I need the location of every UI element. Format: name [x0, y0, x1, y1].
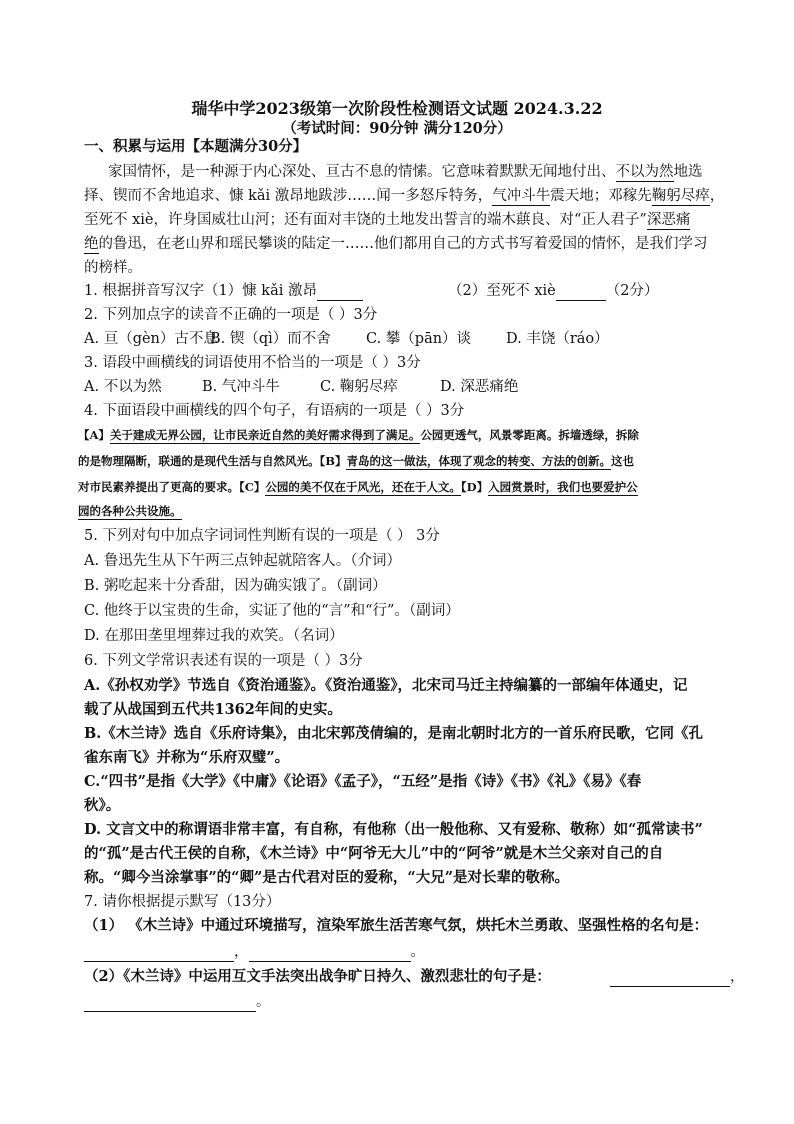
passage-line-1: 家国情怀，是一种源于内心深处、亘古不息的情愫。它意味着默默无闻地付出、不以为然地选: [108, 164, 703, 180]
option-c-cont: 秋》。: [84, 797, 121, 814]
page-title: 瑞华中学2023级第一次阶段性检测语文试题 2024.3.22: [191, 99, 603, 118]
option-a-cont: 载了从战国到五代共1362年间的史实。: [84, 701, 342, 718]
option-b[interactable]: B. 锲（qì）而不舍: [210, 331, 331, 347]
question-1-part-2: （2）至死不 xiè （2分）: [448, 283, 659, 299]
question-7-sub-2-answer: ，: [610, 967, 745, 987]
option-a[interactable]: A. 亘（gèn）古不息: [84, 331, 218, 347]
question-1: 1. 根据拼音写汉字（1）慷 kǎi 激昂: [84, 281, 363, 301]
q4-passage-line-2: 的是物理隔断，联通的是现代生活与自然风光。【B】青岛的这一做法，体现了观念的转变、方法的创新。这也: [78, 454, 634, 468]
option-d[interactable]: D. 深恶痛绝: [440, 379, 519, 395]
section-heading: 一、积累与运用【本题满分30分】: [84, 138, 308, 155]
question-7-sub-2-answer-cont: 。: [84, 992, 271, 1012]
q4-passage-line-1: 【A】关于建成无界公园，让市民亲近自然的美好需求得到了满足。公园更透气，风景零距离。拆墙透绿，拆除: [78, 428, 639, 442]
option-d[interactable]: D. 文言文中的称谓语非常丰富，有自称，有他称（出一般他称、又有爱称、敬称）如“孤常读书”: [84, 821, 703, 838]
option-d-cont: 称。“卿今当涂掌事”的“卿”是古代君对臣的爱称，“大兄”是对长辈的敬称。: [84, 869, 570, 886]
question-4: 4. 下面语段中画横线的四个句子，有语病的一项是（ ）3分: [84, 403, 465, 419]
question-2-options: [84, 329, 609, 349]
q4-passage-line-3: 对市民素养提出了更高的要求。【C】公园的美不仅在于风光，还在于人文。【D】入园赏景时，我们也要爱护公: [78, 480, 638, 494]
passage-line-4: 绝的鲁迅，在老山界和瑶民攀谈的陆定一……他们都用自己的方式书写着爱国的情怀，是我们学习: [84, 236, 708, 252]
option-c[interactable]: C.“四书”是指《大学》《中庸》《论语》《孟子》，“五经”是指《诗》《书》《礼》《易》《春: [84, 773, 642, 790]
underlined-sentence-c: 公园的美不仅在于风光，还在于人文。: [265, 480, 461, 494]
option-c[interactable]: C. 攀（pān）谈: [366, 331, 472, 347]
option-a[interactable]: A. 鲁迅先生从下午两三点钟起就陪客人。（介词）: [84, 553, 401, 569]
option-b[interactable]: B. 气冲斗牛: [202, 379, 280, 395]
underlined-term: 绝: [84, 236, 99, 252]
answer-blank[interactable]: [556, 284, 606, 301]
underlined-sentence-a: 关于建成无界公园，让市民亲近自然的美好需求得到了满足。: [109, 428, 421, 442]
question-7-sub-2: （2）《木兰诗》中运用互文手法突出战争旷日持久、激烈悲壮的句子是：: [84, 968, 551, 985]
question-3: 3. 语段中画横线的词语使用不恰当的一项是（ ）3分: [84, 355, 421, 371]
passage-line-5: 的榜样。: [84, 260, 142, 276]
underlined-term: 不以为然: [615, 164, 674, 180]
answer-blank[interactable]: [84, 995, 256, 1012]
answer-blank[interactable]: [84, 945, 234, 962]
question-7: 7. 请你根据提示默写（13分）: [84, 894, 281, 910]
option-a[interactable]: A. 不以为然: [84, 379, 162, 395]
question-7-sub-1: （1） 《木兰诗》中通过环境描写，渲染军旅生活苦寒气氛，烘托木兰勇敢、坚强性格的名句是：: [84, 917, 709, 934]
underlined-sentence-d: 入园赏景时，我们也要爱护公: [488, 480, 638, 494]
underlined-term: 鞠躬尽瘁: [651, 188, 710, 204]
option-d-cont: 的“孤”是古代王侯的自称，《木兰诗》中“阿爷无大儿”中的“阿爷”就是木兰父亲对自己的自: [84, 845, 664, 862]
option-d[interactable]: D. 丰饶（ráo）: [506, 331, 609, 347]
option-b[interactable]: B.《木兰诗》选自《乐府诗集》，由北宋郭茂倩编的，是南北朝时北方的一首乐府民歌，它同《孔: [84, 725, 704, 742]
option-d[interactable]: D. 在那田垄里埋葬过我的欢笑。（名词）: [84, 628, 344, 644]
answer-blank[interactable]: [610, 970, 730, 987]
passage-line-2: 择、锲而不舍地追求、慷 kǎi 激昂地跋涉……闻一多怒斥特务，气冲斗牛震天地；邓稼先鞠躬尽瘁，: [84, 188, 725, 204]
question-7-sub-1-answer: ， 。: [84, 942, 425, 962]
passage-line-3: 至死不 xiè，许身国威壮山河；还有面对丰饶的土地发出誓言的端木蕻良、对“正人君子”深恶痛: [84, 212, 691, 228]
underlined-term: 深恶痛: [646, 212, 691, 228]
answer-blank[interactable]: [317, 284, 363, 301]
option-b[interactable]: B. 粥吃起来十分香甜，因为确实饿了。（副词）: [84, 578, 387, 594]
answer-blank[interactable]: [249, 945, 411, 962]
exam-info: （考试时间：90分钟 满分120分）: [282, 120, 512, 137]
q4-passage-line-4: 园的各种公共设施。: [78, 504, 182, 518]
option-b-cont: 雀东南飞》并称为“乐府双璧”。: [84, 749, 290, 766]
underlined-term: 气冲斗牛: [492, 188, 551, 204]
option-c[interactable]: C. 鞠躬尽瘁: [320, 379, 398, 395]
option-a[interactable]: A.《孙权劝学》节选自《资治通鉴》。《资治通鉴》，北宋司马迁主持编纂的一部编年体通史，记: [84, 677, 688, 694]
option-c[interactable]: C. 他终于以宝贵的生命，实证了他的“言”和“行”。（副词）: [84, 603, 460, 619]
question-3-options: [84, 377, 518, 397]
question-5: 5. 下列对句中加点字词词性判断有误的一项是（ ） 3分: [84, 528, 440, 544]
question-2: 2. 下列加点字的读音不正确的一项是（ ）3分: [84, 307, 378, 323]
underlined-sentence-b: 青岛的这一做法，体现了观念的转变、方法的创新。: [346, 454, 611, 468]
question-6: 6. 下列文学常识表述有误的一项是（ ）3分: [84, 653, 363, 669]
